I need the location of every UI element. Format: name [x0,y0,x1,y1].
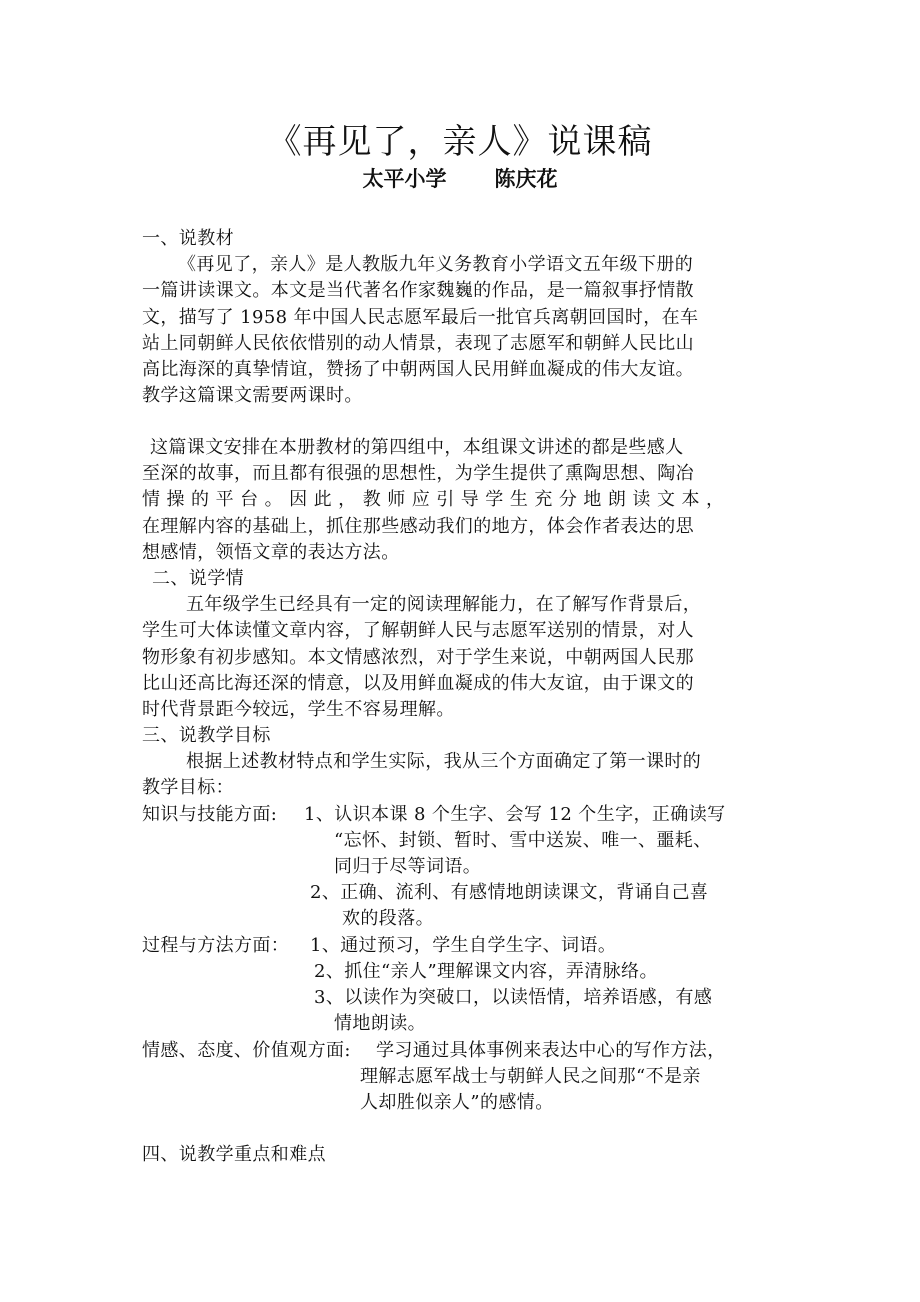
author-line [0,164,920,194]
goal-item-line: 1、通过预习，学生自学生字、词语。 [310,935,617,956]
goal-item-line: 学习通过具体事例来表达中心的写作方法， [376,1040,726,1061]
goal-item-line: 2、抓住“亲人”理解课文内容，弄清脉络。 [314,961,658,982]
section-heading-students: 二、说学情 [152,568,244,589]
goal-item-line: 理解志愿军战士与朝鲜人民之间那“不是亲 [360,1066,701,1087]
paragraph-line: 情 操 的 平 台 。 因 此 ， 教 师 应 引 导 学 生 充 分 地 朗 读 文 本 ， [142,489,725,510]
paragraph-line: 根据上述教材特点和学生实际，我从三个方面确定了第一课时的 [186,751,702,772]
goal-label-knowledge: 知识与技能方面: [142,804,278,825]
section-heading-textbook: 一、说教材 [142,228,234,249]
paragraph-line: 《再见了，亲人》是人教版九年义务教育小学语文五年级下册的 [178,254,694,275]
paragraph-line: 这篇课文安排在本册教材的第四组中，本组课文讲述的都是些感人 [150,437,684,458]
goal-item-line: 2、正确、流利、有感情地朗读课文，背诵自己喜 [310,882,709,903]
goal-label-emotion: 情感、态度、价值观方面: [142,1040,351,1061]
paragraph-line: 文，描写了 1958 年中国人民志愿军最后一批官兵离朝回国时，在车 [142,307,699,328]
paragraph-line: 比山还高比海还深的情意，以及用鲜血凝成的伟大友谊，由于课文的 [142,673,694,694]
goal-item-line: 人却胜似亲人”的感情。 [360,1092,554,1113]
paragraph-line: 至深的故事，而且都有很强的思想性，为学生提供了熏陶思想、陶冶 [142,463,694,484]
goal-item-line: 3、以读作为突破口，以读悟情，培养语感，有感 [314,987,713,1008]
paragraph-line: 在理解内容的基础上，抓住那些感动我们的地方，体会作者表达的思 [142,516,694,537]
paragraph-line: 想感情，领悟文章的表达方法。 [142,542,400,563]
section-heading-key-points: 四、说教学重点和难点 [142,1144,326,1165]
paragraph-line: 时代背景距今较远，学生不容易理解。 [142,699,455,720]
goal-item-line: 情地朗读。 [334,1013,426,1034]
paragraph-line: 学生可大体读懂文章内容，了解朝鲜人民与志愿军送别的情景，对人 [142,620,694,641]
goal-item-line: 1、认识本课 8 个生字、会写 12 个生字，正确读写 [304,804,726,825]
paragraph-line: 一篇讲读课文。本文是当代著名作家魏巍的作品，是一篇叙事抒情散 [142,280,694,301]
goal-item-line: 同归于尽等词语。 [334,856,482,877]
document-title: 《再见了，亲人》说课稿 [267,122,653,162]
paragraph-line: 教学目标： [142,777,234,798]
paragraph-line: 站上同朝鲜人民依依惜别的动人情景，表现了志愿军和朝鲜人民比山 [142,333,694,354]
goal-item-line: 欢的段落。 [342,908,434,929]
school-name: 太平小学 [362,167,447,191]
goal-item-line: “忘怀、封锁、暂时、雪中送炭、唯一、噩耗、 [334,830,712,851]
paragraph-line: 五年级学生已经具有一定的阅读理解能力，在了解写作背景后， [186,594,702,615]
section-heading-goals: 三、说教学目标 [142,725,271,746]
author-name: 陈庆花 [494,167,558,191]
paragraph-line: 高比海深的真挚情谊，赞扬了中朝两国人民用鲜血凝成的伟大友谊。 [142,359,694,380]
paragraph-line: 教学这篇课文需要两课时。 [142,385,363,406]
goal-label-process: 过程与方法方面： [142,935,290,956]
paragraph-line: 物形象有初步感知。本文情感浓烈，对于学生来说，中朝两国人民那 [142,647,694,668]
